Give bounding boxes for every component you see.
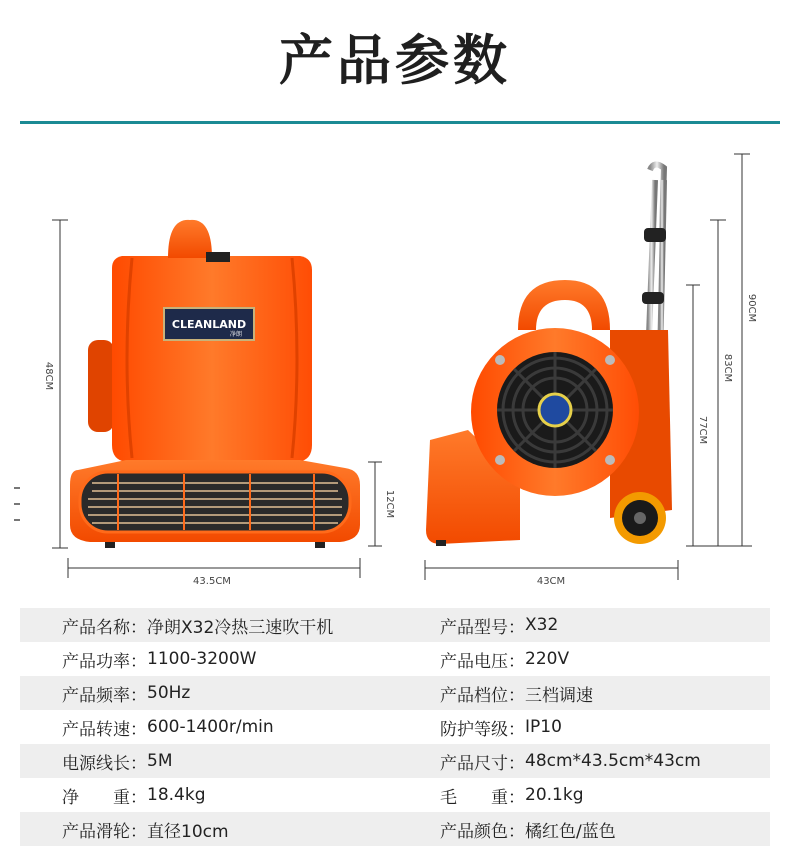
spec-label: 产品滑轮：	[62, 821, 147, 842]
side-height-77-label: 77CM	[697, 415, 708, 445]
spec-label: 产品尺寸：	[440, 753, 525, 774]
spec-label: 产品转速：	[62, 719, 147, 740]
spec-row	[20, 608, 770, 642]
logo-text: CLEANLAND	[171, 318, 247, 331]
spec-label: 防护等级：	[440, 719, 525, 740]
spec-value: 1100-3200W	[147, 649, 257, 669]
side-view	[426, 164, 672, 546]
front-view	[70, 220, 360, 548]
side-height-83-label: 83CM	[722, 353, 733, 383]
spec-table	[20, 608, 770, 846]
spec-value: 18.4kg	[147, 785, 206, 805]
spec-row	[20, 812, 770, 846]
side-width-label: 43CM	[536, 576, 566, 587]
spec-label: 产品档位：	[440, 685, 525, 706]
spec-row	[20, 710, 770, 744]
spec-value: 5M	[147, 751, 173, 771]
spec-label: 产品电压：	[440, 651, 525, 672]
spec-label: 产品名称：	[62, 617, 147, 638]
spec-value: 600-1400r/min	[147, 717, 274, 737]
spec-label: 净 重：	[62, 787, 147, 808]
spec-value: 三档调速	[525, 685, 593, 706]
spec-label: 毛 重：	[440, 787, 525, 808]
spec-row	[20, 778, 770, 812]
logo-subtext: 净朗	[229, 331, 243, 338]
front-width-label: 43.5CM	[193, 576, 231, 587]
spec-value: X32	[525, 615, 559, 635]
title-divider	[20, 121, 780, 124]
spec-value: 220V	[525, 649, 570, 669]
grille-height-label: 12CM	[384, 489, 395, 519]
spec-value: 净朗X32冷热三速吹干机	[147, 617, 334, 638]
spec-value: 直径10cm	[147, 821, 229, 842]
spec-value: 48cm*43.5cm*43cm	[525, 751, 701, 771]
spec-label: 产品功率：	[62, 651, 147, 672]
spec-label: 产品频率：	[62, 685, 147, 706]
spec-value: 橘红色/蓝色	[525, 821, 616, 842]
spec-value: 50Hz	[147, 683, 191, 703]
spec-row	[20, 744, 770, 778]
side-height-90-label: 90CM	[746, 293, 757, 323]
spec-value: IP10	[525, 717, 562, 737]
page-title: 产品参数	[279, 29, 511, 92]
spec-row	[20, 676, 770, 710]
spec-label: 产品型号：	[440, 617, 525, 638]
spec-row	[20, 642, 770, 676]
spec-label: 产品颜色：	[440, 821, 525, 842]
front-height-label: 48CM	[43, 361, 54, 391]
spec-label: 电源线长：	[62, 753, 147, 774]
product-figure	[0, 140, 790, 595]
spec-value: 20.1kg	[525, 785, 584, 805]
